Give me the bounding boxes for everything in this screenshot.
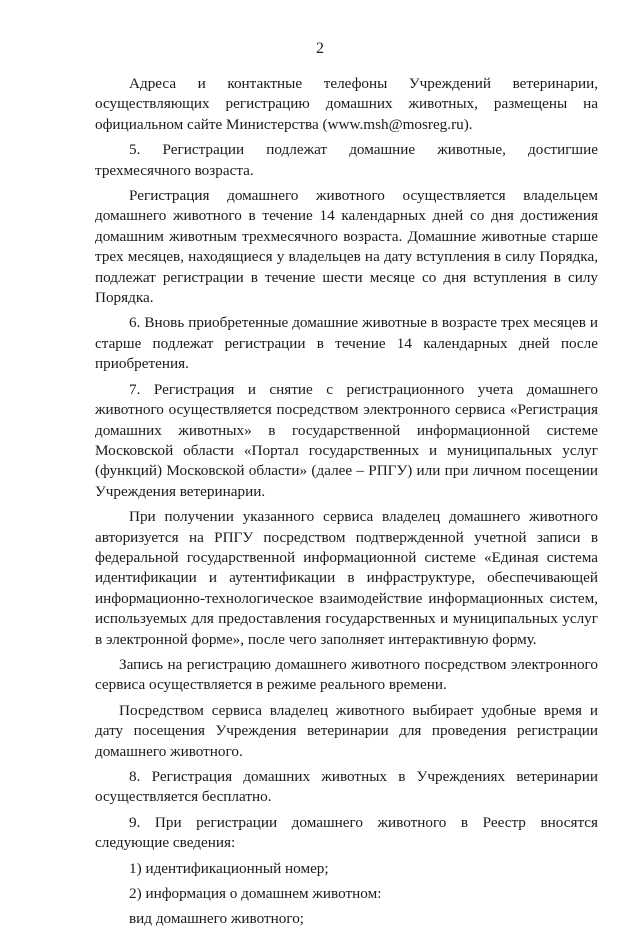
- document-body: [95, 74, 598, 935]
- paragraph-item-7: 7. Регистрация и снятие с регистрационного учета домашнего животного осуществляется посредством электронного сервиса «Регистрация домашних животных» в государственной информационной системе Московской области «Портал государственных и муниципальных услуг (функций) Московской области» (далее – РПГУ) или при личном посещении Учреждения ветеринарии.: [95, 380, 598, 500]
- paragraph-registration-deadline: Регистрация домашнего животного осуществляется владельцем домашнего животного в течение 14 календарных дней со дня достижения домашним животным трехмесячного возраста. Домашние животные старше трех месяцев, находящиеся у владельцев на дату вступления в силу Порядка, подлежат регистрации в течение шести месяце со дня вступления в силу Порядка.: [95, 187, 598, 307]
- paragraph-vet-addresses: Адреса и контактные телефоны Учреждений ветеринарии, осуществляющих регистрацию домашних животных, размещены на официальном сайте Министерства (www.msh@mosreg.ru).: [95, 75, 598, 133]
- page-number: 2: [316, 40, 324, 57]
- list-item-id-number: 1) идентификационный номер;: [129, 859, 329, 877]
- paragraph-item-6: 6. Вновь приобретенные домашние животные в возрасте трех месяцев и старше подлежат регистрации в течение 14 календарных дней после приобретения.: [95, 314, 598, 373]
- paragraph-visit-scheduling: Посредством сервиса владелец животного выбирает удобные время и дату посещения Учреждения ветеринарии для проведения регистрации домашнего животного.: [95, 701, 598, 760]
- paragraph-item-8: 8. Регистрация домашних животных в Учреждениях ветеринарии осуществляется бесплатно.: [95, 768, 598, 806]
- paragraph-item-5: 5. Регистрации подлежат домашние животные, достигшие трехмесячного возраста.: [95, 141, 598, 179]
- list-item-animal-species: вид домашнего животного;: [129, 910, 305, 928]
- paragraph-rpgu-authorization: При получении указанного сервиса владелец домашнего животного авторизуется на РПГУ посредством подтвержденной учетной записи в федеральной государственной информационной системе «Единая система идентификации и аутентификации в инфраструктуре, обеспечивающей информационно-технологическое взаимодействие информационных систем, используемых для предоставления государственных и муниципальных услуг в электронной форме», после чего заполняет интерактивную форму.: [95, 508, 598, 648]
- list-item-animal-info: 2) информация о домашнем животном:: [129, 885, 382, 903]
- paragraph-realtime-booking: Запись на регистрацию домашнего животного посредством электронного сервиса осуществляется в режиме реального времени.: [95, 655, 598, 694]
- paragraph-item-9: 9. При регистрации домашнего животного в Реестр вносятся следующие сведения:: [95, 813, 598, 852]
